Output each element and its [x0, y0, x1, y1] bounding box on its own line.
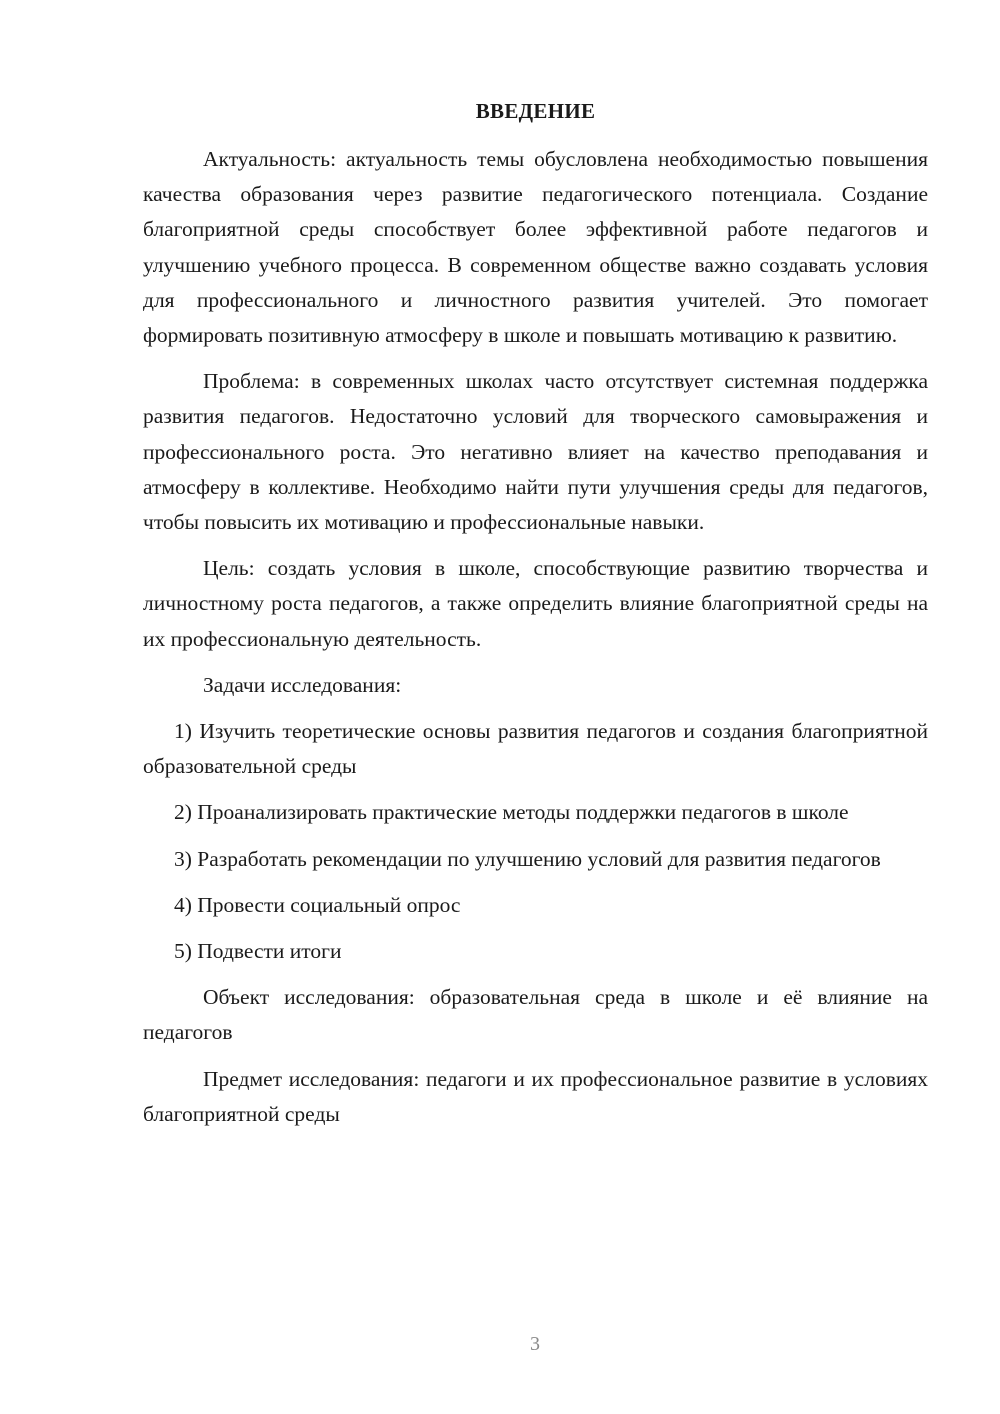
page-number: 3 — [530, 1333, 540, 1355]
task-item: 3) Разработать рекомендации по улучшению условий для развития педагогов — [174, 846, 881, 871]
task-item: 2) Проанализировать практические методы поддержки педагогов в школе — [174, 800, 849, 825]
task-item: 4) Провести социальный опрос — [174, 892, 461, 917]
paragraph-subject: Предмет исследования: педагоги и их профессиональное развитие в условиях благоприятной среды — [143, 1066, 928, 1126]
task-item: 5) Подвести итоги — [174, 939, 342, 964]
paragraph-goal: Цель: создать условия в школе, способствующие развитию творчества и личностному роста педагогов, а также определить влияние благоприятной среды на их профессиональную деятельность. — [143, 556, 928, 651]
body-text — [143, 142, 928, 1143]
paragraph-relevance: Актуальность: актуальность темы обусловлена необходимостью повышения качества образования через развитие педагогического потенциала. Создание благоприятной среды способствует более эффективной работе педагогов и улучшению учебного процесса. В современном обществе важно создавать условия для профессионального и личностного развития учителей. Это помогает формировать позитивную атмосферу в школе и повышать мотивацию к развитию. — [143, 147, 928, 348]
tasks-title: Задачи исследования: — [203, 672, 402, 697]
task-item: 1) Изучить теоретические основы развития педагогов и создания благоприятной образовательной среды — [143, 719, 928, 779]
paragraph-object: Объект исследования: образовательная среда в школе и её влияние на педагогов — [143, 985, 928, 1045]
section-heading: ВВЕДЕНИЕ — [475, 99, 596, 123]
paragraph-problem: Проблема: в современных школах часто отсутствует системная поддержка развития педагогов. Недостаточно условий для творческого самовыражения и профессионального роста. Это негативно влияет на качество преподавания и атмосферу в коллективе. Необходимо найти пути улучшения среды для педагогов, чтобы повысить их мотивацию и профессиональные навыки. — [143, 369, 928, 535]
